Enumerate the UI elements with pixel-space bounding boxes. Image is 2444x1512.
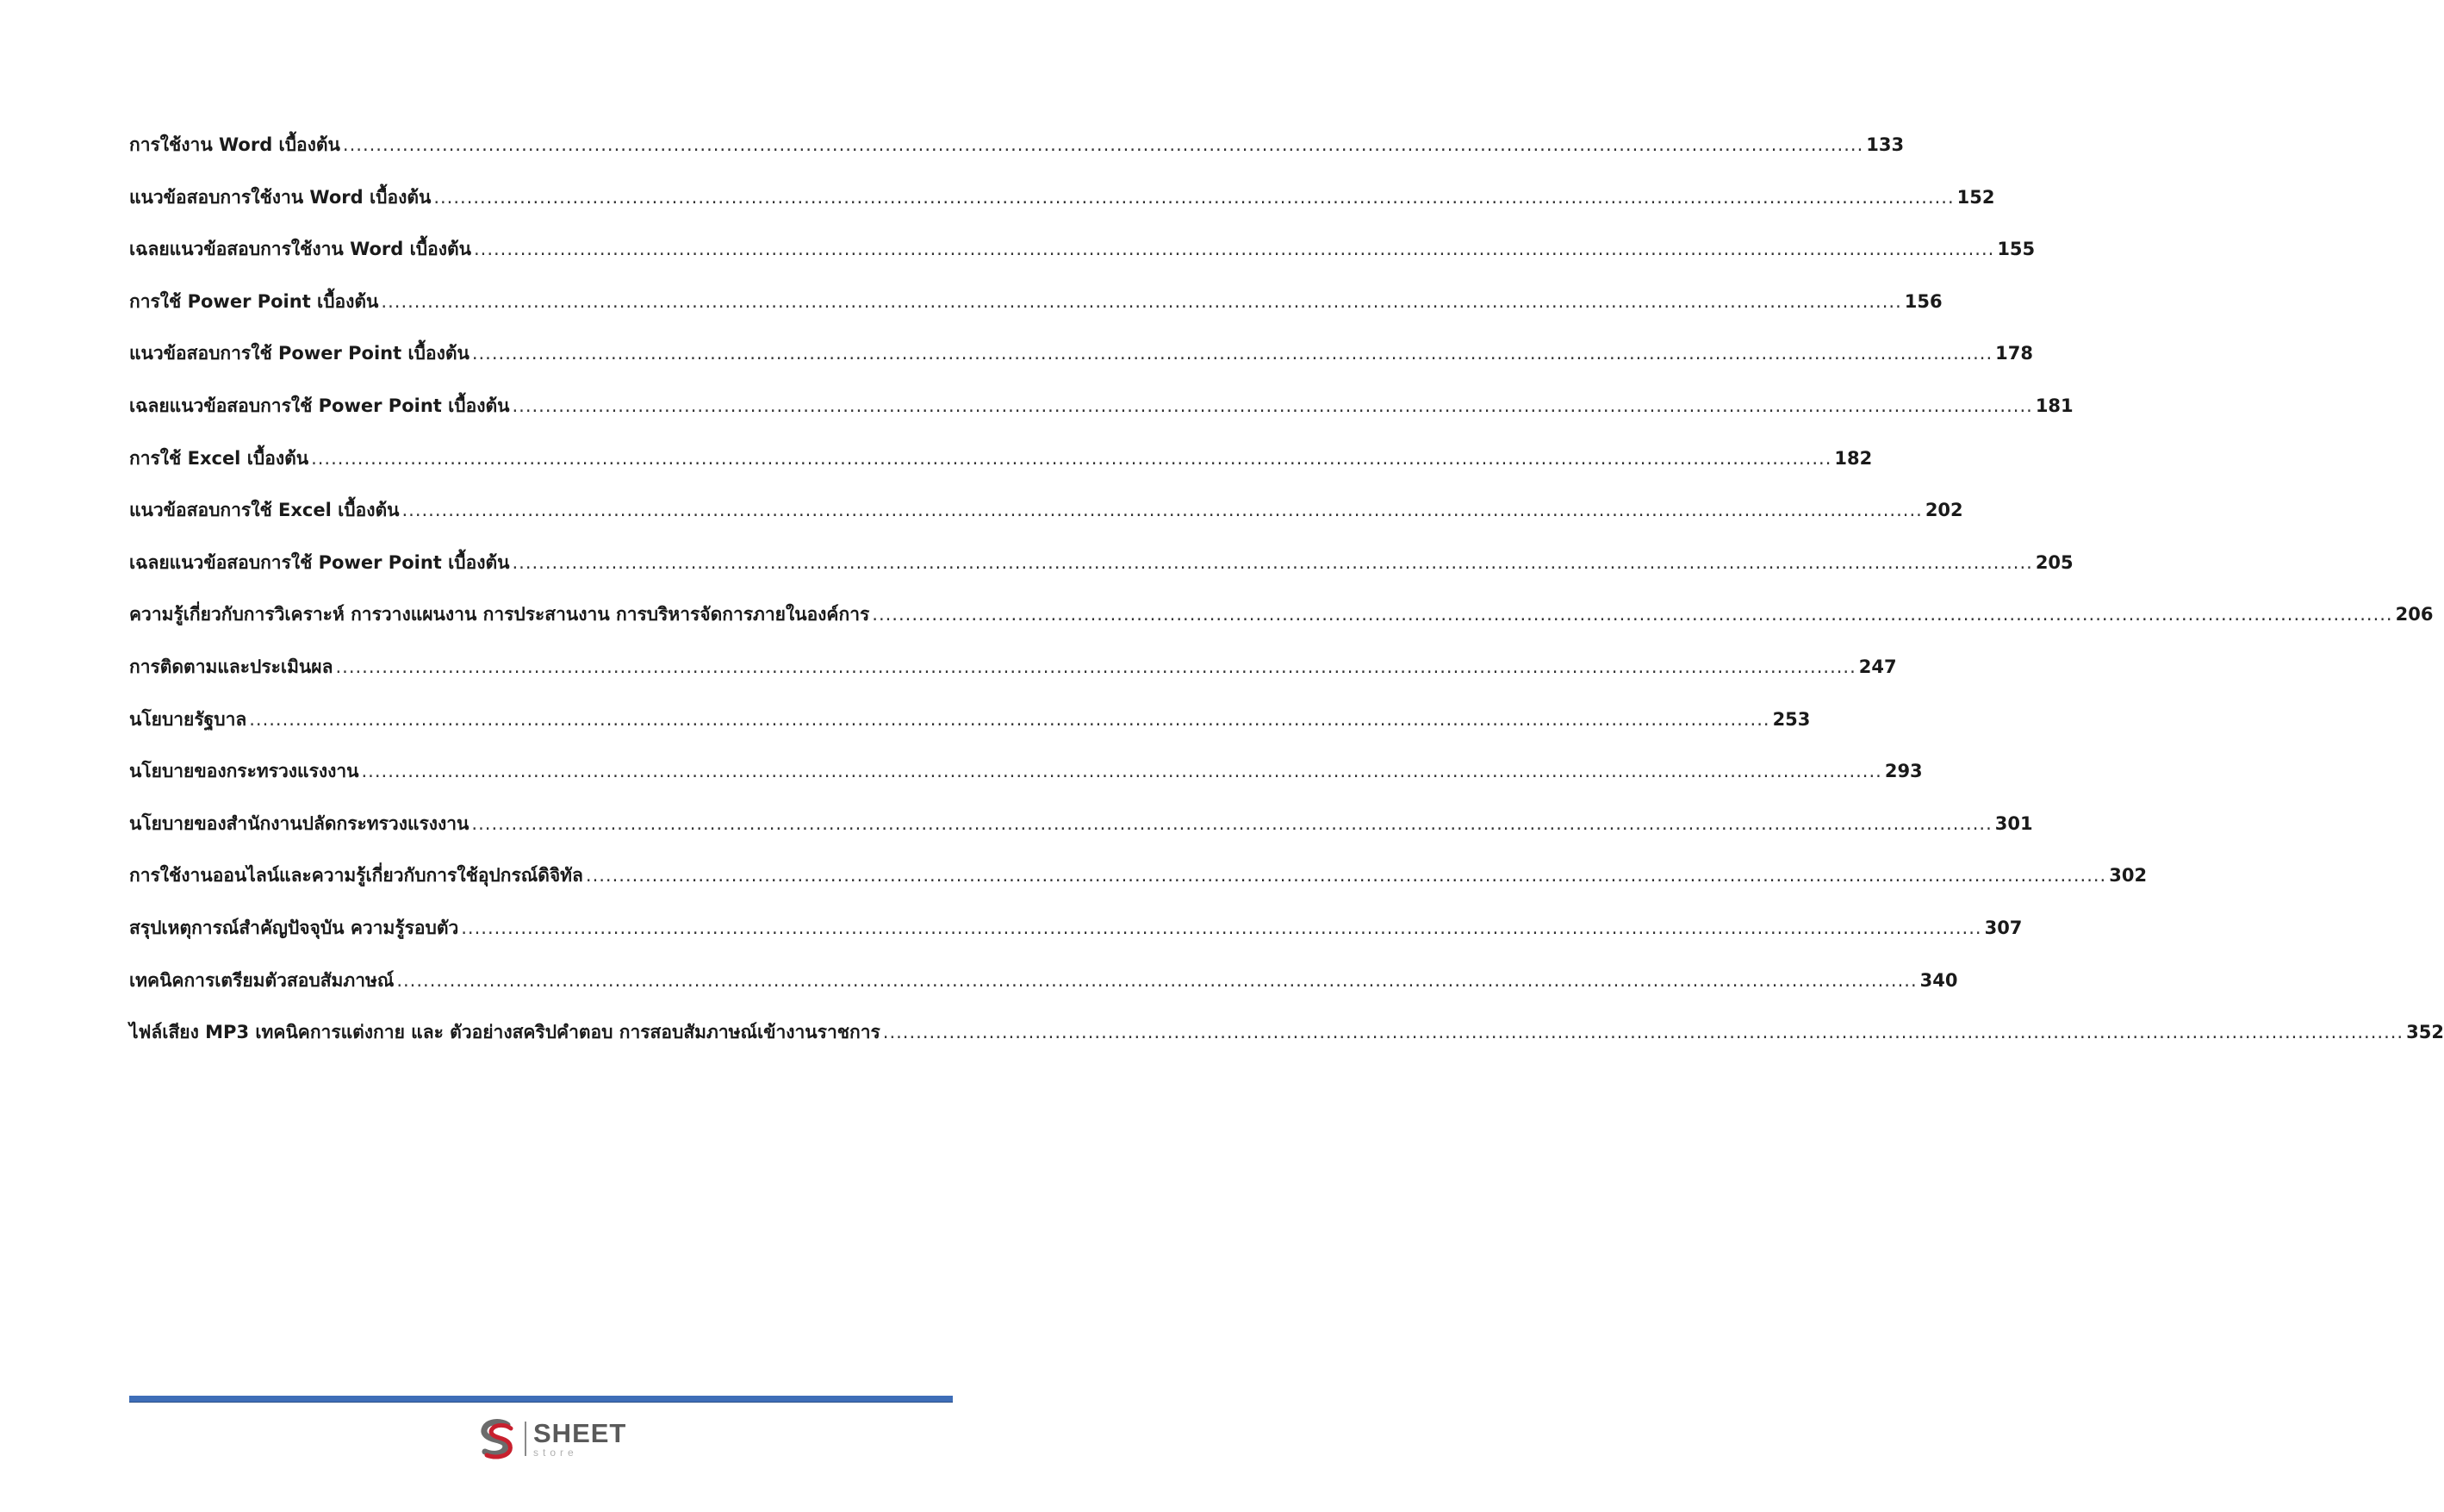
- toc-entry-page: 352: [2406, 1022, 2444, 1043]
- toc-entry[interactable]: [129, 914, 2023, 967]
- toc-leader-dots: [474, 239, 1994, 259]
- toc-entry-title: นโยบายของสำนักงานปลัดกระทรวงแรงงาน: [129, 812, 470, 834]
- toc-entry-page: 301: [1994, 812, 2033, 834]
- toc-entry-title: การใช้งาน Word เบื้องต้น: [129, 134, 340, 155]
- toc-leader-dots: [472, 343, 1993, 364]
- sheet-store-s-logo-icon: [476, 1417, 519, 1460]
- toc-entry[interactable]: [129, 653, 1897, 706]
- toc-leader-dots: [311, 448, 1831, 469]
- toc-entry-title: การติดตามและประเมินผล: [129, 656, 333, 677]
- toc-entry-title: นโยบายของกระทรวงแรงงาน: [129, 761, 359, 782]
- toc-leader-dots: [401, 500, 1922, 520]
- toc-entry[interactable]: [129, 392, 2074, 445]
- toc-entry[interactable]: [129, 810, 2033, 862]
- toc-leader-dots: [433, 187, 1954, 208]
- toc-entry-title: การใช้ Excel เบื้องต้น: [129, 447, 309, 469]
- toc-leader-dots: [512, 395, 2032, 416]
- toc-entry-page: 133: [1866, 134, 1905, 155]
- toc-entry[interactable]: [129, 496, 1963, 549]
- logo-wordmark: [533, 1417, 627, 1459]
- toc-entry[interactable]: [129, 600, 2434, 653]
- toc-entry-page: 202: [1925, 500, 1963, 521]
- toc-leader-dots: [883, 1022, 2404, 1042]
- toc-leader-dots: [586, 865, 2106, 886]
- logo-divider: [525, 1422, 526, 1456]
- toc-leader-dots: [872, 604, 2392, 625]
- toc-entry-page: 152: [1956, 186, 1995, 208]
- toc-entry[interactable]: [129, 339, 2033, 392]
- toc-entry-title: เฉลยแนวข้อสอบการใช้ Power Point เบื้องต้น: [129, 395, 510, 416]
- toc-leader-dots: [343, 134, 1863, 155]
- toc-entry-page: 178: [1995, 343, 2033, 364]
- toc-entry-title: การใช้ Power Point เบื้องต้น: [129, 290, 379, 312]
- toc-entry-title: ความรู้เกี่ยวกับการวิเคราะห์ การวางแผนงาน การประสานงาน การบริหารจัดการภายในองค์การ: [129, 604, 870, 625]
- toc-entry[interactable]: [129, 288, 1943, 340]
- toc-entry-title: ไฟล์เสียง MP3 เทคนิคการแต่งกาย และ ตัวอย่างสคริปคำตอบ การสอบสัมภาษณ์เข้างานราชการ: [129, 1022, 880, 1043]
- toc-entry-page: 181: [2035, 395, 2074, 416]
- toc-entry-title: การใช้งานออนไลน์และความรู้เกี่ยวกับการใช้อุปกรณ์ดิจิทัล: [129, 865, 583, 887]
- toc-entry[interactable]: [129, 862, 2148, 914]
- toc-entry[interactable]: [129, 1018, 2444, 1071]
- toc-leader-dots: [512, 552, 2032, 573]
- toc-leader-dots: [381, 291, 1901, 312]
- toc-leader-dots: [249, 709, 1769, 730]
- toc-entry-page: 155: [1997, 239, 2036, 260]
- sheet-store-logo: [476, 1415, 626, 1462]
- logo-main-text: SHEET: [533, 1417, 627, 1448]
- toc-entry-title: เฉลยแนวข้อสอบการใช้ Power Point เบื้องต้น: [129, 551, 510, 573]
- toc-entry[interactable]: [129, 184, 1995, 236]
- toc-entry-title: เทคนิคการเตรียมตัวสอบสัมภาษณ์: [129, 969, 395, 991]
- toc-entry[interactable]: [129, 757, 1923, 810]
- footer-divider: [129, 1396, 953, 1403]
- table-of-contents: [129, 131, 2444, 1071]
- toc-entry-page: 247: [1858, 656, 1897, 677]
- toc-entry-page: 206: [2395, 604, 2434, 625]
- toc-leader-dots: [396, 970, 1917, 991]
- toc-leader-dots: [335, 656, 1856, 677]
- toc-entry[interactable]: [129, 967, 1958, 1019]
- toc-entry-page: 253: [1772, 708, 1811, 730]
- logo-sub-text: store: [533, 1446, 578, 1459]
- toc-leader-dots: [362, 761, 1882, 781]
- toc-entry-page: 205: [2035, 551, 2074, 573]
- toc-entry[interactable]: [129, 706, 1811, 758]
- toc-entry-page: 307: [1984, 917, 2023, 938]
- toc-entry-page: 182: [1834, 447, 1873, 469]
- toc-entry-title: แนวข้อสอบการใช้ Excel เบื้องต้น: [129, 500, 400, 521]
- toc-entry-page: 156: [1904, 290, 1943, 312]
- toc-entry-page: 302: [2109, 865, 2148, 887]
- toc-entry[interactable]: [129, 131, 1905, 184]
- toc-entry-page: 340: [1919, 969, 1958, 991]
- toc-entry-title: แนวข้อสอบการใช้งาน Word เบื้องต้น: [129, 186, 432, 208]
- toc-entry-page: 293: [1884, 761, 1923, 782]
- toc-entry-title: เฉลยแนวข้อสอบการใช้งาน Word เบื้องต้น: [129, 239, 471, 260]
- toc-entry-title: นโยบายรัฐบาล: [129, 708, 247, 730]
- toc-entry[interactable]: [129, 445, 1873, 497]
- toc-entry-title: สรุปเหตุการณ์สำคัญปัจจุบัน ความรู้รอบตัว: [129, 917, 459, 938]
- toc-entry[interactable]: [129, 549, 2074, 601]
- toc-leader-dots: [471, 813, 1992, 834]
- toc-leader-dots: [461, 918, 1981, 938]
- toc-entry-title: แนวข้อสอบการใช้ Power Point เบื้องต้น: [129, 343, 470, 364]
- toc-entry[interactable]: [129, 235, 2036, 288]
